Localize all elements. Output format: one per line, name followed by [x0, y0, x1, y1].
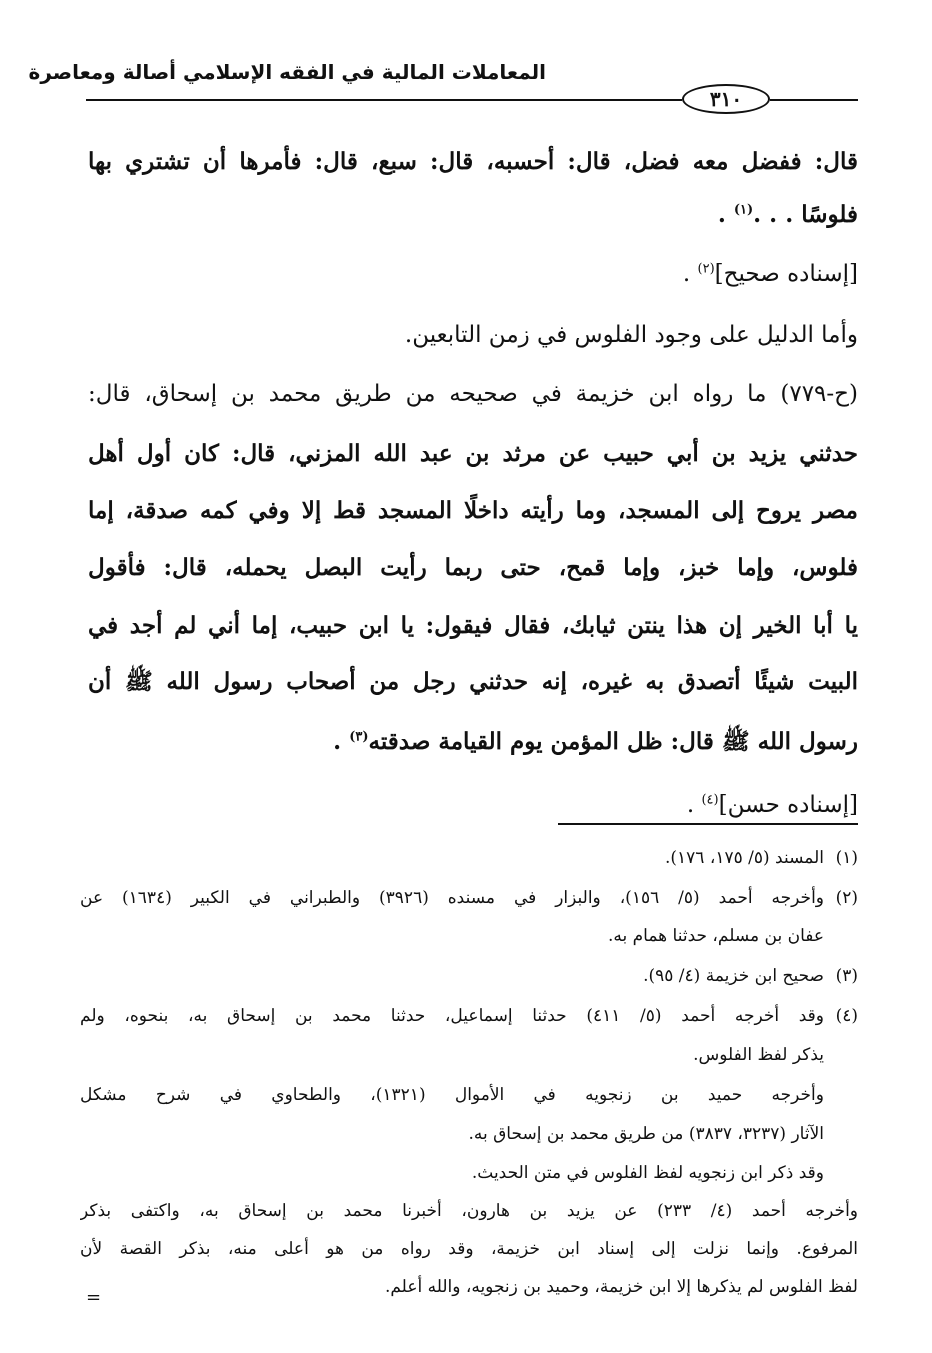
footnote-line [80, 918, 858, 954]
body-line [88, 489, 858, 533]
footnote-number: (٤) [835, 1006, 858, 1026]
body-line-text: (ح-٧٧٩) ما رواه ابن خزيمة في صحيحه من طريق محمد بن إسحاق، قال: [88, 381, 858, 407]
footnote-text: صحيح ابن خزيمة (٤/ ٩٥). [643, 966, 824, 986]
footnote-text: وقد أخرجه أحمد (٥/ ٤١١) حدثنا إسماعيل، حدثنا محمد بن إسحاق به، بنحوه، ولم [80, 1006, 824, 1026]
body-line-end: . [717, 201, 734, 228]
footnote-number: (١) [835, 848, 858, 868]
header-rule-left [86, 99, 682, 101]
footnote-text: وأخرجه أحمد (٤/ ٢٣٣) عن يزيد بن هارون، أخبرنا محمد بن إسحاق به، واكتفى بذكر [80, 1201, 858, 1221]
footnote-line [80, 1116, 858, 1152]
body-line [88, 720, 858, 764]
body-line-text: يا أبا الخير إن هذا ينتن ثيابك، فقال فيقول: يا ابن حبيب، إما أني لم أجد في [88, 612, 858, 639]
footnote-line [80, 1193, 858, 1229]
body-line [88, 193, 858, 237]
body-line [88, 252, 858, 296]
footnote-line [80, 958, 858, 994]
footnote-line [80, 840, 858, 876]
page-number: ٣١٠ [682, 84, 770, 114]
body-line [88, 140, 858, 184]
body-line [88, 372, 858, 416]
body-line-text: قال: ففضل معه فضل، قال: أحسبه، قال: سبع، قال: فأمرها أن تشتري بها [88, 148, 858, 175]
body-line-text: [إسناده صحيح] [714, 261, 858, 287]
footnote-number: (٣) [835, 966, 858, 986]
footnote-marker: (٣) [349, 729, 369, 745]
footnote-text: عفان بن مسلم، حدثنا همام به. [607, 926, 824, 946]
footnote-number: (٢) [835, 888, 858, 908]
body-line-text: مصر يروح إلى المسجد، وما رأيته داخلًا المسجد قط إلا وفي كمه صدقة، إما [88, 497, 858, 524]
footnote-text: وأخرجه أحمد (٥/ ١٥٦)، والبزار في مسنده (٣٩٢٦) والطبراني في الكبير (١٦٣٤) عن [80, 888, 824, 908]
footnote-line [80, 880, 858, 916]
footnote-line [80, 1155, 858, 1191]
body-line [88, 546, 858, 590]
footnote-marker: (٤) [701, 792, 719, 808]
footnote-text: لفظ الفلوس لم يذكرها إلا ابن خزيمة، وحميد بن زنجويه، والله أعلم. [384, 1277, 858, 1297]
footnote-line [80, 1037, 858, 1073]
body-line [88, 783, 858, 827]
continuation-mark: = [86, 1287, 102, 1308]
footnote-separator [558, 823, 858, 825]
body-line-text: حدثني يزيد بن أبي حبيب عن مرثد بن عبد الله المزني، قال: كان أول أهل [88, 440, 858, 467]
footnote-text: المسند (٥/ ١٧٥، ١٧٦). [664, 848, 824, 868]
body-line [88, 604, 858, 648]
body-line-text: وأما الدليل على وجود الفلوس في زمن التابعين. [404, 322, 858, 348]
running-title: المعاملات المالية في الفقه الإسلامي أصالة ومعاصرة [28, 60, 546, 84]
footnote-text: الآثار (٣٢٣٧، ٣٨٣٧) من طريق محمد بن إسحاق به. [468, 1124, 824, 1144]
body-line-text: [إسناده حسن] [718, 792, 858, 818]
body-line-text: رسول الله ﷺ قال: ظل المؤمن يوم القيامة صدقته [368, 728, 858, 755]
footnote-line [80, 1077, 858, 1113]
footnote-line [80, 998, 858, 1034]
footnote-text: يذكر لفظ الفلوس. [693, 1045, 824, 1065]
footnote-marker: (٢) [697, 261, 715, 277]
header-rule-right [770, 99, 858, 101]
body-line-text: فلوس، وإما خبز، وإما قمح، حتى ربما رأيت البصل يحمله، قال: فأقول [88, 554, 858, 581]
body-line-text: فلوسًا . . . [753, 201, 858, 228]
body-line-end: . [333, 728, 350, 755]
body-line [88, 660, 858, 704]
footnote-line [80, 1231, 858, 1267]
footnote-text: المرفوع. وإنما نزلت إلى إسناد ابن خزيمة، وقد رواه من هو أعلى منه، بذكر القصة لأن [80, 1239, 858, 1259]
body-line-text: البيت شيئًا أتصدق به غيره، إنه حدثني رجل من أصحاب رسول الله ﷺ أن [88, 668, 858, 695]
footnote-marker: (١) [733, 202, 754, 218]
body-line-end: . [682, 261, 698, 287]
footnote-text: وأخرجه حميد بن زنجويه في الأموال (١٣٢١)، والطحاوي في شرح مشكل [80, 1085, 824, 1105]
body-line [88, 432, 858, 476]
body-line-end: . [686, 792, 702, 818]
footnote-text: وقد ذكر ابن زنجويه لفظ الفلوس في متن الحديث. [471, 1163, 824, 1183]
body-line [88, 313, 858, 357]
footnote-line [80, 1269, 858, 1305]
